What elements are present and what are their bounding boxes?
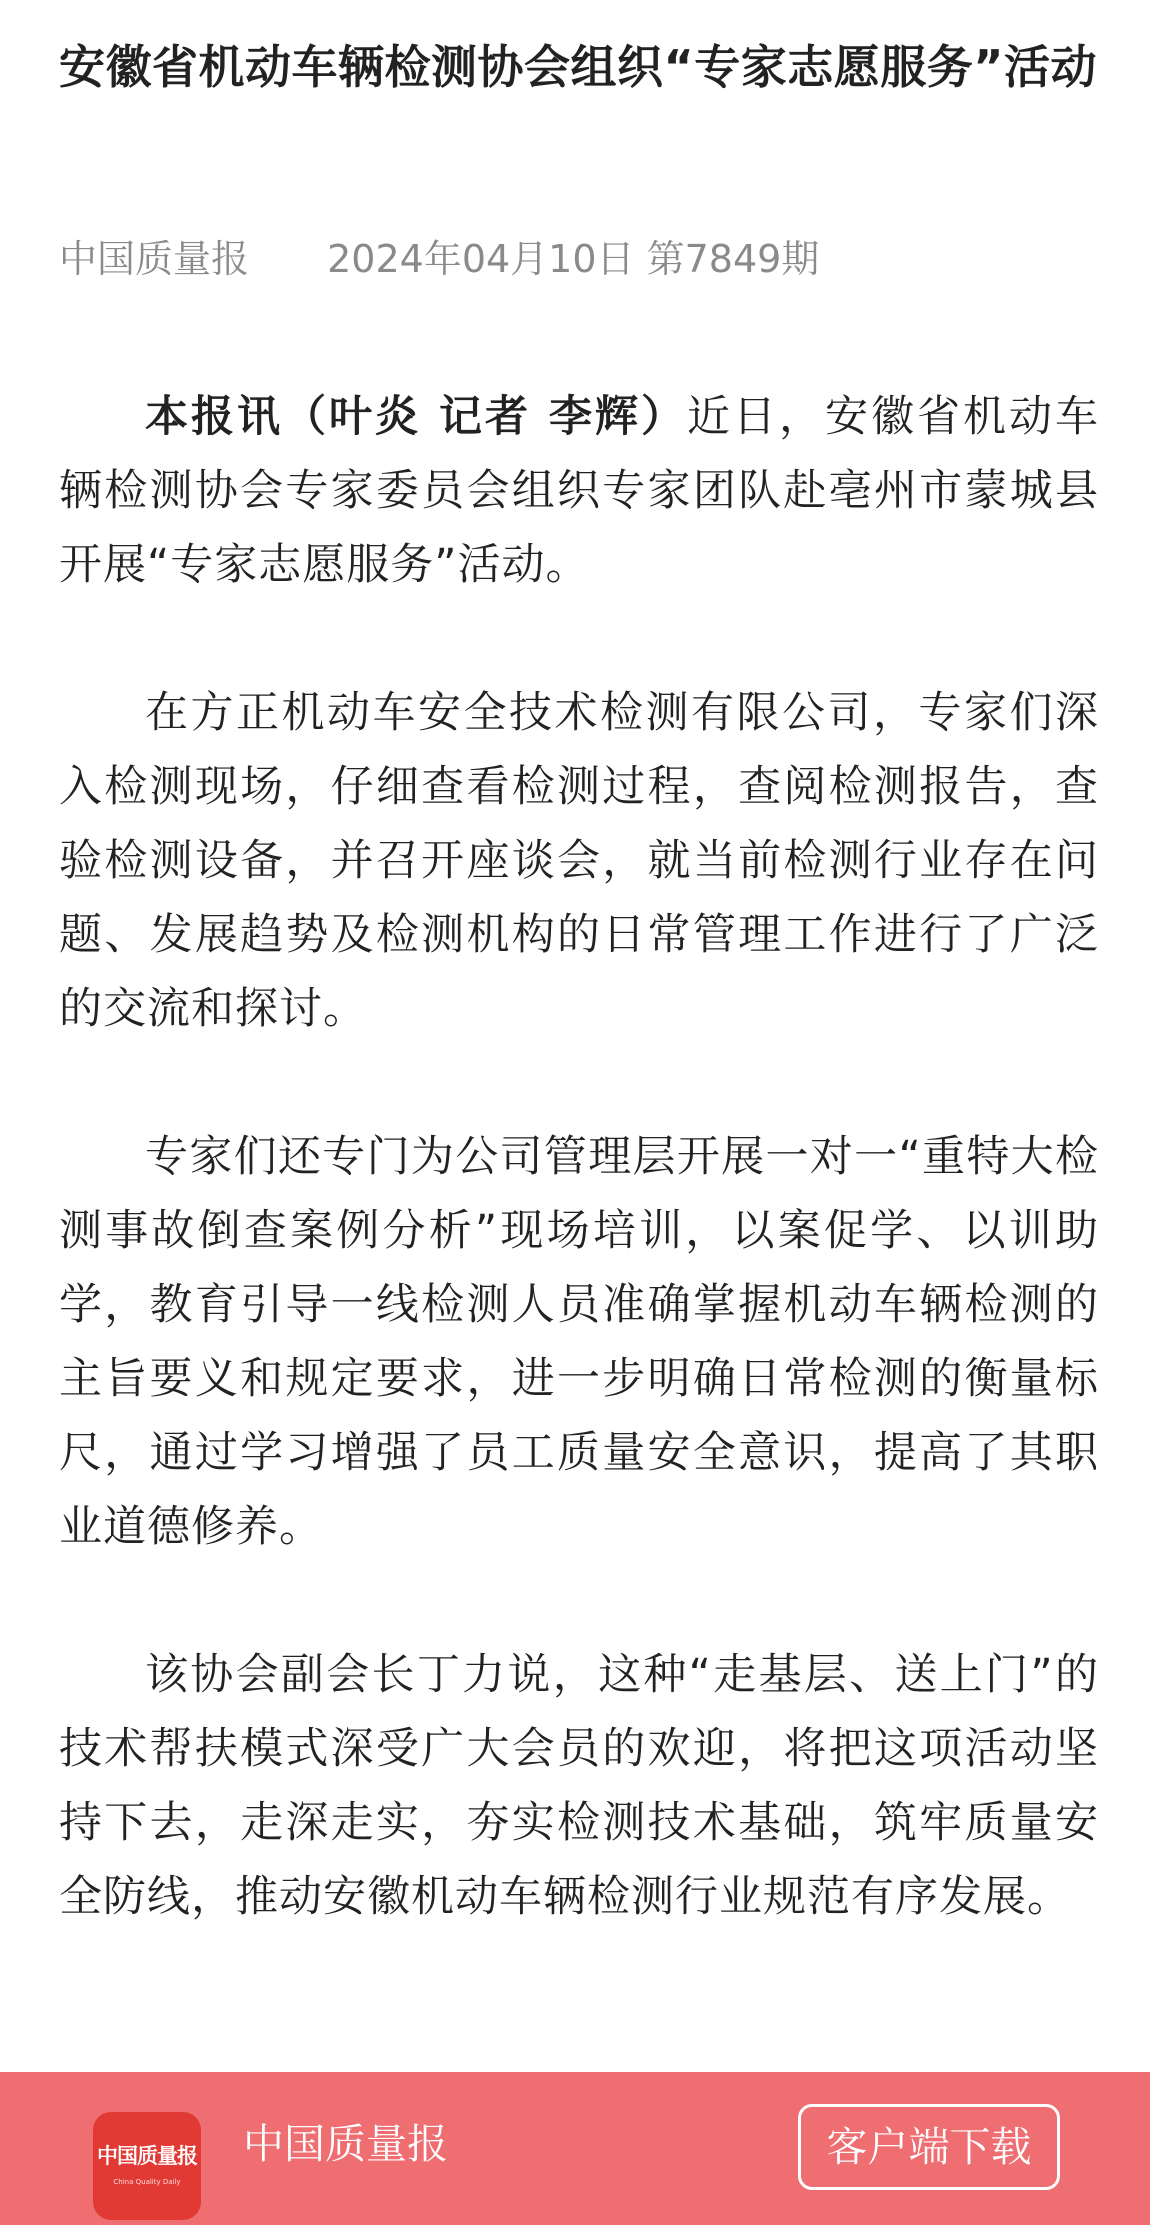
article [59,28,1099,2008]
paragraph-text: 专家们还专门为公司管理层开展一对一“重特大检测事故倒查案例分析”现场培训，以案促学、以训助学，教育引导一线检测人员准确掌握机动车辆检测的主旨要义和规定要求，进一步明确日常检测的衡量标尺，通过学习增强了员工质量安全意识，提高了其职业道德修养。 [59,1132,1099,1552]
article-source: 中国质量报 [59,237,250,281]
logo-subtext: China Quality Daily [113,2178,181,2186]
download-button[interactable]: 客户端下载 [798,2104,1060,2190]
app-logo-icon [93,2112,201,2220]
paragraph-lead: 本报讯（叶炎 记者 李辉） [145,392,687,442]
article-paragraph [59,676,1099,1046]
article-date-issue: 2024年04月10日 第7849期 [327,237,820,281]
logo-text: 中国质量报 [97,2143,197,2168]
paragraph-text: 该协会副会长丁力说，这种“走基层、送上门”的技术帮扶模式深受广大会员的欢迎，将把这项活动坚持下去，走深走实，夯实检测技术基础，筑牢质量安全防线，推动安徽机动车辆检测行业规范有序发展。 [59,1650,1099,1922]
article-title: 安徽省机动车辆检测协会组织“专家志愿服务”活动 [59,40,1097,94]
article-meta [59,234,1099,284]
app-name: 中国质量报 [243,2120,448,2168]
article-paragraph [59,1120,1099,1564]
app-download-banner[interactable] [0,2072,1150,2225]
article-paragraph [59,380,1099,602]
paragraph-text: 近日，安徽省机动车辆检测协会专家委员会组织专家团队赴亳州市蒙城县开展“专家志愿服务”活动。 [59,392,1100,590]
article-paragraph [59,1638,1099,1934]
paragraph-text: 在方正机动车安全技术检测有限公司，专家们深入检测现场，仔细查看检测过程，查阅检测报告，查验检测设备，并召开座谈会，就当前检测行业存在问题、发展趋势及检测机构的日常管理工作进行了广泛的交流和探讨。 [59,688,1099,1034]
article-body [59,380,1099,1934]
